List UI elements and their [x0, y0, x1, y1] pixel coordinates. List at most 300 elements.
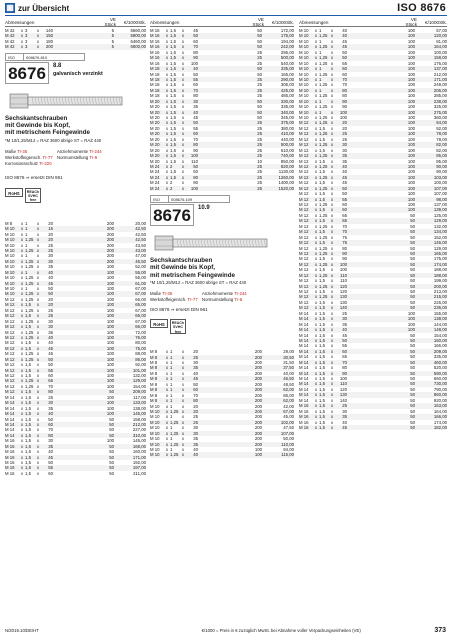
table-cell: x: [181, 82, 185, 88]
ref-link[interactable]: Tr-35: [162, 291, 173, 297]
table-cell: 1,25: [25, 247, 34, 253]
table-cell: 35: [342, 153, 347, 159]
ref-link[interactable]: Tr-6: [234, 297, 243, 303]
table-cell: x: [36, 421, 40, 427]
table-cell: M 10: [299, 49, 309, 55]
table-row: [150, 186, 294, 191]
table-cell: 730,00: [433, 381, 447, 387]
table-cell: x: [181, 174, 185, 180]
table-cell: M 20: [150, 98, 160, 104]
ref-link[interactable]: Tr-244: [234, 291, 247, 297]
table-cell: x: [330, 218, 334, 224]
table-cell: 25: [257, 169, 262, 175]
table-cell: 660,00: [433, 376, 447, 381]
table-cell: M 12: [5, 318, 15, 324]
reference-line: [150, 297, 292, 303]
table-cell: 132,00: [433, 223, 447, 229]
table-cell: M 14: [5, 394, 15, 400]
back-to-overview-link[interactable]: [5, 2, 69, 14]
table-cell: x: [181, 153, 185, 159]
table-cell: 1,25: [25, 318, 34, 324]
table-cell: 305,00: [280, 82, 294, 88]
table-cell: x: [20, 411, 24, 417]
table-cell: x: [314, 212, 318, 218]
table-cell: 50: [109, 449, 114, 455]
table-cell: 1,25: [319, 55, 328, 61]
table-cell: x: [330, 234, 334, 240]
column-3: [299, 18, 447, 430]
table-cell: 45: [48, 351, 53, 357]
table-cell: 192,00: [132, 460, 146, 465]
table-cell: x: [165, 408, 169, 414]
table-cell: 212,00: [433, 71, 447, 77]
table-cell: x: [181, 419, 185, 425]
table-cell: 90: [342, 250, 347, 256]
table-cell: x: [181, 104, 185, 110]
table-cell: 50: [410, 386, 415, 392]
table-cell: x: [330, 185, 334, 191]
table-cell: 236,00: [433, 305, 447, 311]
table-cell: x: [314, 305, 318, 311]
table-cell: M 10: [150, 419, 160, 425]
table-cell: x: [314, 109, 318, 115]
table-cell: 206,00: [433, 87, 447, 93]
table-cell: 1: [25, 231, 28, 237]
table-cell: M 12: [299, 240, 309, 246]
table-cell: M 10: [150, 403, 160, 409]
table-cell: 67,00: [135, 286, 146, 291]
table-cell: 125,00: [433, 212, 447, 218]
table-cell: x: [36, 302, 40, 308]
table-cell: x: [165, 387, 169, 393]
table-cell: x: [314, 180, 318, 186]
table-cell: M 10: [299, 28, 309, 33]
table-cell: M 12: [5, 378, 15, 384]
table-cell: 80: [48, 389, 53, 395]
table-cell: x: [330, 33, 334, 39]
table-cell: 35: [342, 414, 347, 420]
table-cell: 100: [106, 275, 114, 281]
table-cell: 45: [48, 345, 53, 351]
table-cell: x: [165, 120, 169, 126]
table-cell: x: [165, 136, 169, 142]
table-cell: M 12: [299, 234, 309, 240]
table-cell: 410,00: [280, 131, 294, 137]
table-cell: 90: [193, 147, 198, 153]
table-cell: x: [314, 158, 318, 164]
table-cell: 35: [48, 443, 53, 449]
table-cell: x: [165, 447, 169, 452]
table-cell: x: [165, 71, 169, 77]
table-cell: 117,00: [133, 394, 146, 400]
table-cell: 5: [111, 28, 114, 33]
table-cell: 3: [25, 38, 28, 44]
table-cell: x: [165, 109, 169, 115]
table-cell: M 16: [150, 28, 160, 33]
table-cell: 100: [407, 191, 415, 197]
table-cell: x: [181, 452, 185, 458]
table-cell: x: [314, 93, 318, 99]
table-cell: M 8: [150, 398, 158, 404]
table-cell: 50: [109, 470, 114, 476]
table-cell: x: [314, 299, 318, 305]
table-cell: x: [314, 33, 318, 39]
table-cell: 50,00: [283, 436, 294, 442]
table-cell: 50: [257, 98, 262, 104]
ref-link[interactable]: Tr-77: [42, 154, 53, 160]
table-cell: 50: [410, 272, 415, 278]
table-cell: x: [330, 332, 334, 338]
table-cell: 1,25: [319, 44, 328, 50]
table-cell: 168,00: [132, 443, 146, 449]
table-cell: M 10: [5, 242, 15, 248]
table-cell: 35: [342, 158, 347, 164]
table-cell: M 20: [150, 115, 160, 120]
table-cell: 1,5: [25, 313, 31, 319]
table-cell: 1,5: [170, 66, 176, 72]
table-cell: x: [181, 425, 185, 431]
table-cell: x: [36, 296, 40, 302]
table-cell: 1,5: [319, 414, 325, 420]
table-cell: x: [330, 115, 334, 120]
table-cell: 150: [45, 33, 53, 39]
table-cell: 100: [106, 324, 114, 330]
table-cell: 100: [407, 202, 415, 207]
table-cell: 55: [193, 76, 198, 82]
table-cell: M 10: [5, 247, 15, 253]
table-cell: x: [165, 142, 169, 148]
table-cell: 50: [410, 256, 415, 262]
table-cell: 35: [193, 436, 198, 442]
table-cell: 3: [25, 44, 28, 50]
table-cell: 45: [342, 44, 347, 50]
table-cell: 80: [193, 174, 198, 180]
table-cell: 1,5: [319, 125, 325, 131]
ref-link[interactable]: Tr-6: [89, 154, 98, 160]
table-cell: x: [165, 365, 169, 371]
table-cell: M 10: [299, 87, 309, 93]
table-cell: 1,5: [25, 449, 31, 455]
table-cell: M 12: [299, 191, 309, 197]
table-cell: 1,25: [319, 261, 328, 267]
product-block-10-9: [150, 195, 294, 349]
table-cell: x: [330, 267, 334, 273]
table-cell: 1,5: [170, 33, 176, 39]
table-cell: 1,5: [319, 403, 325, 409]
table-cell: 160,00: [132, 449, 146, 455]
ref-label: Anziehmomente: [57, 148, 89, 154]
table-cell: 78,00: [436, 136, 447, 142]
table-cell: x: [314, 310, 318, 316]
table-cell: 90: [342, 370, 347, 376]
table-cell: 40: [48, 334, 53, 340]
table-cell: x: [20, 465, 24, 471]
table-cell: 1,5: [170, 93, 176, 99]
table-header: Abmessungen VE Stück €/1000Stk.: [150, 17, 294, 27]
table-cell: 100: [407, 120, 415, 126]
table-cell: 1: [319, 38, 322, 44]
table-cell: 200: [254, 408, 262, 414]
table-cell: 80: [48, 432, 53, 438]
table-cell: x: [314, 142, 318, 148]
table-cell: 166,00: [433, 343, 447, 349]
table-cell: x: [330, 120, 334, 126]
table-cell: x: [181, 87, 185, 93]
table-cell: M 16: [299, 419, 309, 425]
table-cell: x: [165, 441, 169, 447]
table-cell: 80: [342, 93, 347, 99]
table-cell: 1: [319, 87, 322, 93]
table-cell: 100: [407, 169, 415, 175]
table-cell: 70: [48, 427, 53, 433]
table-cell: x: [165, 87, 169, 93]
table-cell: 500,00: [280, 55, 294, 61]
table-cell: x: [36, 275, 40, 281]
table-cell: 1,25: [319, 245, 328, 251]
table-cell: x: [20, 449, 24, 455]
table-cell: 1130,00: [278, 169, 294, 175]
table-cell: x: [314, 82, 318, 88]
table-cell: M 12: [5, 356, 15, 362]
table-cell: 1,25: [319, 250, 328, 256]
table-cell: 1,5: [319, 289, 325, 294]
table-cell: M 12: [299, 218, 309, 224]
table-cell: 40: [342, 327, 347, 333]
table-cell: M 10: [299, 44, 309, 50]
table-cell: x: [314, 87, 318, 93]
table-cell: 20: [193, 349, 198, 355]
table-cell: 40: [193, 109, 198, 115]
table-cell: 40: [342, 169, 347, 175]
table-cell: 115,00: [281, 452, 294, 458]
table-cell: x: [181, 447, 185, 452]
table-cell: x: [181, 381, 185, 387]
table-cell: 57,00: [436, 28, 447, 33]
page-number: 373: [434, 627, 446, 634]
table-cell: 20,00: [135, 220, 146, 226]
table-cell: M 10: [5, 237, 15, 243]
table-cell: x: [20, 231, 24, 237]
table-cell: 1,25: [319, 163, 328, 169]
table-cell: x: [330, 98, 334, 104]
table-cell: 1: [319, 66, 322, 72]
table-cell: x: [36, 33, 40, 39]
table-cell: 340,00: [280, 109, 294, 115]
table-cell: 200: [106, 220, 114, 226]
table-cell: 100: [407, 142, 415, 148]
iso-note: ISO 8676 ⇒ ersetzt DIN 961: [150, 307, 208, 313]
standard-note: *M 10/1,25/M12 = RAZ 3600 übrige ST = RAZ 440: [150, 280, 247, 286]
table-cell: x: [330, 278, 334, 284]
table-cell: M 14: [299, 359, 309, 365]
table-cell: M 24: [150, 180, 160, 186]
table-cell: x: [330, 299, 334, 305]
table-cell: 60: [342, 348, 347, 354]
table-cell: 200: [106, 242, 114, 248]
table-cell: 35: [193, 104, 198, 110]
table-cell: 163,00: [433, 403, 447, 409]
grid-icon: ▦: [6, 3, 14, 12]
table-cell: x: [20, 362, 24, 368]
ref-link[interactable]: Tr-220: [39, 160, 52, 166]
table-cell: x: [330, 348, 334, 354]
table-cell: x: [20, 286, 24, 291]
table-cell: M 42: [5, 28, 15, 33]
table-cell: x: [165, 104, 169, 110]
table-cell: 60: [193, 169, 198, 175]
table-cell: 50: [109, 454, 114, 460]
table-cell: 20: [342, 120, 347, 126]
table-cell: 30: [193, 425, 198, 431]
table-cell: M 12: [299, 202, 309, 207]
table-cell: 100: [106, 280, 114, 286]
ref-label: Normumstellung: [57, 154, 89, 160]
table-cell: 1: [170, 376, 173, 382]
table-cell: 3: [25, 28, 28, 33]
table-cell: M 12: [299, 305, 309, 311]
table-cell: 50: [257, 109, 262, 115]
table-cell: x: [330, 289, 334, 294]
table-cell: 1,25: [319, 131, 328, 137]
table-cell: 1,25: [25, 291, 34, 297]
table-cell: M 14: [299, 386, 309, 392]
table-cell: 102,00: [280, 419, 294, 425]
table-cell: 1: [170, 425, 173, 431]
table-cell: M 20: [150, 125, 160, 131]
table-cell: x: [165, 55, 169, 61]
ref-link[interactable]: Tr-244: [89, 148, 102, 154]
table-cell: 1,5: [25, 438, 31, 444]
table-cell: 67,00: [135, 318, 146, 324]
table-cell: x: [314, 261, 318, 267]
ref-link[interactable]: Tr-35: [17, 148, 28, 154]
table-cell: 55: [48, 465, 53, 471]
table-cell: M 16: [5, 465, 15, 471]
table-cell: 70: [48, 383, 53, 389]
product-title: Sechskantschrauben mit Gewinde bis Kopf, mit metrischem Feingewinde: [150, 257, 235, 279]
table-cell: M 10: [299, 38, 309, 44]
table-cell: M 20: [150, 109, 160, 115]
table-cell: 50: [410, 397, 415, 403]
table-cell: 1,25: [25, 275, 34, 281]
table-cell: x: [314, 267, 318, 273]
table-header: Abmessungen VE Stück €/1000Stk.: [5, 17, 146, 27]
header-divider: [5, 15, 447, 16]
table-cell: M 14: [299, 348, 309, 354]
table-cell: 590,00: [433, 370, 447, 376]
table-cell: 100: [106, 351, 114, 357]
table-cell: 100: [407, 115, 415, 120]
table-cell: x: [181, 71, 185, 77]
table-cell: M 14: [299, 397, 309, 403]
table-cell: 50: [410, 381, 415, 387]
table-cell: M 10: [299, 93, 309, 99]
table-cell: 137,00: [433, 202, 447, 207]
table-cell: 440,00: [280, 136, 294, 142]
table-cell: M 16: [5, 454, 15, 460]
table-cell: 50: [410, 424, 415, 430]
table-cell: x: [181, 38, 185, 44]
table-cell: x: [330, 207, 334, 213]
table-cell: x: [314, 207, 318, 213]
table-cell: M 14: [299, 370, 309, 376]
table-cell: 275,00: [433, 109, 447, 115]
table-cell: M 16: [299, 408, 309, 414]
table-cell: x: [314, 163, 318, 169]
table-cell: 1,25: [319, 104, 328, 110]
table-cell: M 42: [5, 38, 15, 44]
table-cell: M 8: [150, 392, 158, 398]
table-cell: 50: [193, 33, 198, 39]
table-cell: 25: [257, 82, 262, 88]
table-cell: 166,00: [433, 414, 447, 420]
table-cell: M 10: [299, 115, 309, 120]
table-cell: M 12: [5, 302, 15, 308]
table-cell: M 12: [299, 125, 309, 131]
table-cell: x: [20, 383, 24, 389]
table-cell: x: [181, 55, 185, 61]
table-row: [299, 425, 447, 430]
table-cell: 540,00: [280, 60, 294, 66]
table-cell: 40: [193, 370, 198, 376]
table-cell: x: [20, 242, 24, 248]
table-cell: 200: [254, 365, 262, 371]
table-cell: x: [165, 28, 169, 33]
ref-link[interactable]: Tr-77: [187, 297, 198, 303]
table-cell: x: [330, 321, 334, 327]
table-cell: M 10: [299, 60, 309, 66]
table-cell: x: [181, 185, 185, 191]
table-cell: x: [36, 220, 40, 226]
table-cell: 211,00: [133, 470, 146, 476]
table-cell: 1,25: [319, 93, 328, 99]
table-cell: 1,25: [25, 383, 34, 389]
table-cell: M 24: [150, 169, 160, 175]
table-cell: 110,00: [281, 441, 294, 447]
table-body-bottom: [150, 349, 294, 458]
table-cell: x: [165, 349, 169, 355]
table-cell: 30: [342, 408, 347, 414]
table-cell: 6900,00: [130, 44, 146, 50]
table-cell: 1,5: [319, 386, 325, 392]
table-cell: x: [165, 82, 169, 88]
table-cell: 212,00: [132, 421, 146, 427]
table-cell: x: [314, 169, 318, 175]
table-cell: 1: [319, 98, 322, 104]
table-cell: 30: [342, 147, 347, 153]
table-cell: x: [36, 286, 40, 291]
table-cell: 226,00: [433, 299, 447, 305]
table-cell: 50: [410, 229, 415, 235]
table-cell: x: [20, 302, 24, 308]
table-cell: 100: [339, 261, 347, 267]
table-cell: 82,00: [436, 147, 447, 153]
table-cell: 790,00: [433, 386, 447, 392]
table-cell: 100: [339, 376, 347, 381]
table-cell: x: [36, 324, 40, 330]
table-cell: 1,5: [170, 49, 176, 55]
table-cell: 1,5: [25, 373, 31, 378]
table-cell: 100: [407, 98, 415, 104]
table-cell: 100: [106, 362, 114, 368]
table-cell: M 12: [299, 153, 309, 159]
table-cell: 100: [407, 147, 415, 153]
table-cell: 100: [106, 373, 114, 378]
table-cell: 330,00: [280, 98, 294, 104]
table-cell: x: [181, 360, 185, 365]
table-cell: x: [314, 359, 318, 365]
table-cell: 100: [106, 367, 114, 373]
